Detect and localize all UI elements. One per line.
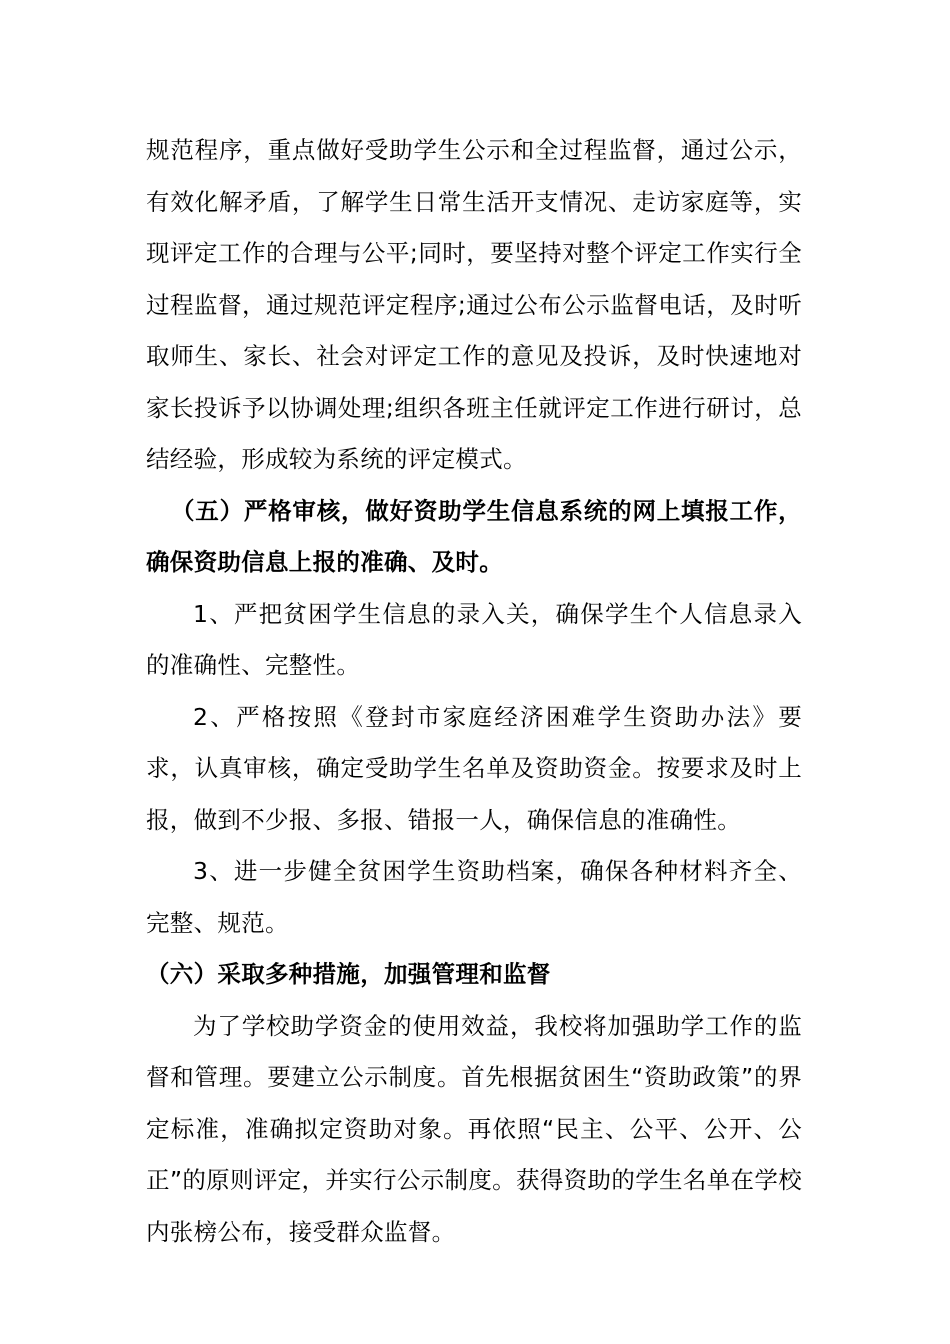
section-heading-6: （六）采取多种措施，加强管理和监督	[146, 960, 551, 988]
body-paragraph-supervision: 为了学校助学资金的使用效益，我校将加强助学工作的监督和管理。要建立公示制度。首先根据贫困生“资助政策”的界定标准，准确拟定资助对象。再依照“民主、公平、公开、公正”的原则评定，并实行公示制度。获得资助的学生名单在学校内张榜公布，接受群众监督。	[146, 1011, 802, 1246]
body-paragraph-1: 规范程序，重点做好受助学生公示和全过程监督，通过公示，有效化解矛盾，了解学生日常生活开支情况、走访家庭等，实现评定工作的合理与公平;同时，要坚持对整个评定工作实行全过程监督，通过规范评定程序;通过公布公示监督电话，及时听取师生、家长、社会对评定工作的意见及投诉，及时快速地对家长投诉予以协调处理;组织各班主任就评定工作进行研讨，总结经验，形成较为系统的评定模式。	[146, 136, 802, 473]
body-paragraph-item-2: 2、严格按照《登封市家庭经济困难学生资助办法》要求，认真审核，确定受助学生名单及资助资金。按要求及时上报，做到不少报、多报、错报一人，确保信息的准确性。	[146, 702, 802, 834]
section-heading-5: （五）严格审核，做好资助学生信息系统的网上填报工作，确保资助信息上报的准确、及时。	[146, 496, 802, 576]
body-paragraph-item-1: 1、严把贫困学生信息的录入关，确保学生个人信息录入的准确性、完整性。	[146, 599, 802, 679]
body-paragraph-item-3: 3、进一步健全贫困学生资助档案，确保各种材料齐全、完整、规范。	[146, 857, 802, 937]
